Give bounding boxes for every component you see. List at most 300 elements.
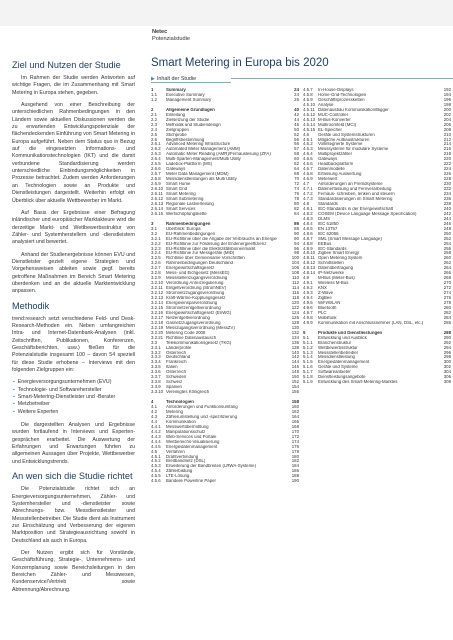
- toc-number: 2.6: [151, 136, 158, 142]
- toc-number: 4.3: [151, 413, 158, 419]
- toc-title: Zigbee Smart Energy: [318, 251, 360, 256]
- toc-title: Produkte und Dienstleistungen: [318, 330, 383, 335]
- toc-title: Deutschland: [166, 355, 191, 360]
- toc-title: EEBus: [318, 241, 332, 246]
- toc-number: 3.3.1: [151, 344, 161, 350]
- toc-title: Energiewirtschaftsgesetz (EnWG): [166, 310, 232, 315]
- toc-page: 172: [291, 433, 299, 439]
- toc-number: 3.2.20: [151, 329, 164, 335]
- toc-page: 204: [443, 116, 451, 122]
- toc-number: 4.8.6: [303, 230, 313, 236]
- toc-entry: [151, 212, 299, 217]
- toc-number: 4.8.10: [303, 250, 316, 256]
- toc-number: 4.8.13: [303, 265, 316, 271]
- toc-page: 270: [443, 280, 451, 286]
- toc-title: Gateways: [318, 157, 338, 162]
- toc-page: 220: [443, 156, 451, 162]
- toc-title: Smart Services: [166, 206, 196, 211]
- toc-title: Z-Wave: [318, 291, 334, 296]
- paragraph: Ausgehend von einer Beschreibung der unterschiedlichen Rahmenbedingungen in den Ländern sowie aktuellen Diskussionen werden die zu erwartenden Entwicklungspotenziale der flächendeckenden Einführung von Smart Metering in Europa aufgeführt. Neben dem Status quo in Bezug auf die eingesetzten Informations- und Kommunikationstechnologien (IKT) und die damit verbundene Standardisierung werden unterschiedliche Einbindungsmöglichkeiten in Prozesse betrachtet. Zudem werden Anforderungen an Technologien sowie an Produkte und Dienstleistungen dargestellt. Weiterhin erfolgt ein Überblick über aktuelle Wettbewerber im Markt.: [12, 102, 135, 204]
- toc-page: 296: [443, 349, 451, 355]
- toc-title: WiFi/WLAN: [318, 300, 341, 305]
- toc-title: MUC-Controller: [318, 112, 349, 117]
- toc-number: 4.9.9: [303, 319, 313, 325]
- paragraph: Der Nutzen ergibt sich für Vorstände, Geschäftsführung, Strategie-, Unternehmens- und Konzernplanung sowie Bereichsleitungen in den Bereichen Zähler- und Messwesen, Kundenservice/Vertrieb sowie Abtrennung/Abrechnung.: [12, 549, 135, 593]
- toc-number: 4.2: [151, 408, 158, 414]
- toc-number: 2.6.2: [151, 146, 161, 152]
- toc-title: ZigBee: [318, 296, 332, 301]
- toc-title: Multi-Sparten-Management/Multi Utility: [166, 157, 241, 162]
- toc-page: 300: [443, 359, 451, 365]
- toc-number: 4.9.8: [303, 314, 313, 320]
- toc-page: 266: [443, 270, 451, 276]
- toc-number: 4.8.11: [303, 255, 315, 261]
- toc-number: 4.9.5: [303, 299, 313, 305]
- toc-number: 5.1.2: [303, 344, 313, 350]
- toc-number: 4.5.8: [303, 91, 313, 97]
- toc-number: 4.9.4: [303, 295, 313, 301]
- toc-number: 4.4.2: [151, 428, 161, 434]
- toc-title: Geräte und Systeme: [318, 365, 358, 370]
- toc-number: 4: [151, 399, 154, 405]
- toc-title: Rahmenbedingungen Deutschland: [166, 261, 233, 266]
- toc-number: 4.6.2: [303, 141, 313, 147]
- toc-page: 108: [291, 270, 299, 276]
- toc-title: EU-Richtlinie über die Angabe der Verbrauchs an Energie: [166, 236, 277, 241]
- toc-page: 196: [443, 96, 451, 102]
- toc-title: Energiedatenmanagement: [166, 444, 218, 449]
- toc-heading: [151, 76, 231, 83]
- toc-page: 208: [443, 126, 451, 132]
- toc-number: 3.3.4: [151, 359, 161, 365]
- toc-number: 4.9.7: [303, 309, 313, 315]
- toc-title: IEC-Standards in der Energiewirtschaft: [318, 206, 394, 211]
- toc-title: Anforderungen und Funktionsumfang: [166, 405, 238, 409]
- paragraph: Die Potenzialstudie richtet sich an Energieversorgungsunternehmen, Zähler- und Systemhersteller und -dienstleister sowie Abrechnungs- bzw. Messdienstleister und Messstellenbetreiber. Die Studie dient als Instrument zur Einschätzung und Verbesserung der eigenen Marktposition und Strategieausrichtung sowohl in Deutschland als auch in Europa.: [12, 486, 135, 544]
- toc-title: Energiewirtschaftsgesetz: [166, 266, 215, 271]
- toc-title: Wettbewerbsstruktur: [318, 345, 358, 350]
- toc-title: EU-Rahmenbedingungen: [166, 231, 216, 236]
- toc-title: Weitbereichs-Visualisierung: [166, 439, 220, 444]
- toc-title: Allgemeine Grundlagen: [166, 107, 215, 112]
- toc-page: 26: [294, 96, 299, 102]
- toc-title: Kraft-Wärme-Kopplungsgesetz: [166, 296, 226, 301]
- toc-number: 4.8.4: [303, 220, 313, 226]
- toc-number: 3.2: [151, 230, 158, 236]
- toc-title: Smart Submetering: [166, 196, 204, 201]
- toc-number: 4.8.3: [303, 215, 313, 221]
- toc-number: 4.8.1: [303, 205, 313, 211]
- toc-title: Erfassung Auswertung: [318, 172, 362, 177]
- toc-title: Mess- und Eichgesetz (MessEG): [166, 271, 230, 276]
- toc-title: Entgeltverordnung (StromNEV): [166, 286, 227, 291]
- toc-number: 4.4.3: [151, 433, 161, 439]
- toc-number: 3.2.9: [151, 275, 161, 281]
- toc-page: 216: [443, 146, 451, 152]
- toc-page: 274: [443, 290, 451, 296]
- toc-title: Messzugangsverordnung (MessZV): [166, 325, 235, 330]
- toc-page: 146: [291, 364, 299, 370]
- toc-number: 4.8.12: [303, 260, 316, 266]
- toc-page: 110: [292, 275, 299, 281]
- toc-title: In-House-Displays: [318, 88, 354, 92]
- toc-page: 228: [443, 176, 451, 182]
- toc-number: 4.8.9: [303, 245, 313, 251]
- toc-title: Mögliche Aufbaustrukturen: [318, 137, 370, 142]
- toc-number: 3.2.2: [151, 240, 161, 246]
- toc-page: 57: [294, 146, 299, 152]
- toc-number: 4.5.1: [151, 453, 161, 459]
- toc-title: Meterwert: [318, 177, 338, 182]
- toc-page: 84: [294, 210, 299, 216]
- toc-title: Zählerumstellung und -spezifizierung: [166, 414, 237, 419]
- toc-page: 304: [443, 369, 451, 375]
- toc-page: 166: [291, 418, 299, 424]
- toc-page: 50: [294, 126, 299, 132]
- toc-number: 3.3.7: [151, 374, 161, 380]
- toc-page: 240: [443, 205, 451, 211]
- toc-page: 144: [291, 359, 299, 365]
- toc-number: 3.2.3: [151, 245, 161, 251]
- list-item: ▪ Technologie- und Softwarehersteller: [21, 387, 135, 394]
- toc-page: 160: [291, 404, 299, 409]
- toc-page: 290: [443, 334, 451, 340]
- toc-number: 4.5.9: [303, 96, 313, 102]
- toc-title: Automatic Meter Reading (AMR)/Fernauslesung (ZFA): [166, 152, 271, 157]
- toc-title: Meter Data Management (MDM): [166, 172, 229, 177]
- toc-title: Ladebox-Plattform (MS): [166, 162, 213, 167]
- toc-number: 4.9: [303, 275, 310, 281]
- divider: [231, 78, 453, 79]
- toc-title: Kommunikation: [166, 419, 196, 424]
- toc-page: 236: [443, 195, 451, 201]
- toc-title: Multiprojektzähler: [318, 152, 353, 157]
- toc-title: Open Metering System: [318, 256, 363, 261]
- toc-number: 4.6.3: [303, 146, 313, 152]
- toc-number: 4.7.3: [303, 195, 313, 201]
- toc-page: 164: [291, 413, 299, 419]
- toc-number: 3.2.6: [151, 260, 161, 266]
- toc-page: 308: [443, 379, 451, 385]
- toc-title: Rahmenbedingungen: [166, 221, 211, 226]
- toc-page: 276: [443, 295, 451, 301]
- toc-page: 42: [294, 111, 299, 117]
- toc-title: Anforderungen an Fremdsysteme: [318, 182, 383, 187]
- toc-title: Regionale Lastverteilung: [166, 201, 214, 206]
- toc-number: 3.3.2: [151, 349, 161, 355]
- toc-number: 4.5.6: [151, 478, 161, 484]
- toc-number: 3.2.14: [151, 299, 164, 305]
- toc-title: Stichprobe: [166, 132, 187, 137]
- toc-title: M-Bus-Konverter: [318, 117, 351, 122]
- toc-page: 178: [291, 448, 299, 454]
- toc-number: 4.8.5: [303, 225, 313, 231]
- toc-page: 168: [291, 423, 299, 429]
- toc-page: 124: [291, 309, 299, 315]
- toc-number: 2.4: [151, 126, 158, 132]
- toc-page: 234: [443, 191, 451, 197]
- toc-title: Fernaus- schreiben, lenken und steuern: [318, 192, 395, 197]
- toc-number: 3.2.1: [151, 235, 161, 241]
- toc-page: 238: [443, 200, 451, 206]
- toc-page: 264: [443, 265, 451, 271]
- toc-number: 5.1.1: [303, 339, 313, 345]
- toc-page: 132: [291, 329, 299, 335]
- toc-page: 86: [294, 220, 299, 226]
- toc-title: EU-Richtlinie zur Förderung der Endenergieeffizienz: [166, 241, 267, 246]
- toc-title: Wertschöpfungskette: [166, 211, 207, 216]
- toc-page: 278: [443, 299, 451, 305]
- toc-page: 104: [291, 260, 299, 266]
- toc-title: Smart Home: [166, 182, 191, 187]
- toc-label: Inhalt der Studie: [156, 76, 197, 82]
- toc-page: 114: [292, 285, 299, 291]
- toc-number: 3.2.19: [151, 324, 164, 330]
- toc-number: 2: [151, 106, 154, 112]
- toc-number: 4.5.2: [151, 458, 161, 464]
- toc-number: 4.5.14: [303, 121, 316, 127]
- toc-title: Branchenstruktur: [318, 340, 352, 345]
- toc-page: 272: [443, 285, 451, 291]
- toc-title: Datenmodelle: [318, 167, 345, 172]
- toc-number: 4.5.13: [303, 116, 316, 122]
- toc-page: 246: [443, 220, 451, 226]
- toc-page: 44: [294, 116, 299, 122]
- toc-page: 214: [443, 141, 451, 147]
- toc-number: 2.6.10: [151, 186, 164, 192]
- toc-page: 298: [443, 354, 451, 360]
- toc-number: 4.5.7: [303, 87, 313, 92]
- toc-page: 136: [291, 339, 299, 345]
- toc-title: Energieeinsparverordnung: [166, 300, 218, 305]
- toc-page: 182: [291, 458, 299, 464]
- toc-title: Executive Summary: [166, 92, 205, 97]
- toc-page: 72: [294, 181, 299, 187]
- toc-title: Schweiz: [166, 380, 183, 385]
- brand-name: Netec: [152, 29, 168, 35]
- toc-page: 180: [291, 453, 299, 459]
- toc-page: 150: [291, 374, 299, 380]
- toc-page: 198: [443, 101, 451, 107]
- paragraph: trend:research setzt verschiedene Feld- und Desk-Research-Methoden ein. Neben umfangreichen Intra- und Internet-Datenbank-Analysen (inkl. Zeitschriften, Publikationen, Konferenzen, Geschäftsberichten, usw.) fließen für die Potenzialstudie insgesamt 100 – davon 54 speziell für diese Studie erhobene – Interviews mit den folgenden Zielgruppen ein:: [12, 315, 135, 374]
- toc-page: 248: [443, 225, 451, 231]
- toc-title: IEC 61850: [318, 221, 339, 226]
- toc-title: Datenerfassung und Fernverarbeitung: [318, 187, 392, 192]
- toc-number: 3.2.13: [151, 295, 164, 301]
- toc-number: 3.2.21: [151, 334, 164, 340]
- toc-title: Einleitung: [166, 112, 186, 117]
- toc-title: Schweden: [166, 375, 187, 380]
- toc-number: 2.6.6: [151, 166, 161, 172]
- toc-number: 2.2: [151, 116, 158, 122]
- toc-title: Geräte und Systemstrukturen: [318, 132, 375, 137]
- left-column: [12, 60, 135, 599]
- toc-number: 4.8.14: [303, 270, 316, 276]
- toc-title: IP-Netzwerke: [318, 271, 345, 276]
- toc-title: Mobilfunk: [318, 315, 337, 320]
- toc-number: 3.2.11: [151, 285, 163, 291]
- toc-page: 230: [443, 181, 451, 187]
- toc-number: 4.5.15: [303, 126, 316, 132]
- toc-title: Messstellenzugangsverordnung: [166, 276, 228, 281]
- toc-number: 5.1: [303, 334, 310, 340]
- toc-page: 52: [294, 131, 299, 137]
- toc-number: 4.5.10: [303, 101, 316, 107]
- toc-number: 4.5.4: [151, 468, 161, 474]
- toc-title: Messstellenbetreiber: [318, 350, 359, 355]
- toc-title: Gateways: [166, 167, 186, 172]
- toc-number: 2.6.13: [151, 200, 164, 206]
- toc-number: 4.5.12: [303, 111, 316, 117]
- toc-number: 4.5.3: [151, 463, 161, 469]
- toc-title: M-Bus (Meter-Bus): [318, 276, 355, 281]
- toc-title: Österreich: [166, 350, 187, 355]
- toc-number: 5.1.5: [303, 359, 313, 365]
- toc-title: Technologien: [166, 400, 194, 405]
- arrow-icon: ▶: [151, 76, 155, 82]
- toc-number: 4.6.8: [303, 171, 313, 177]
- toc-number: 2.6.11: [151, 191, 163, 197]
- toc-page: 212: [443, 136, 451, 142]
- paragraph: Die dargestellten Analysen und Ergebnisse wurden fortlaufend in Interviews und Experten-gesprächen erarbeitet. Die Auswertung der Erfahrungen und Erwartungen führten zu allgemeinen Aussagen über Projekte, Wettbewerber und Entwicklungstrends.: [12, 422, 135, 465]
- list-item: ▪ Energieversorgungsunternehmen (EVU): [21, 379, 135, 386]
- toc-page: 24: [294, 91, 299, 97]
- toc-number: 3.3.3: [151, 354, 161, 360]
- toc-title: EU-Richtlinie über die Elektrizitätsbinnenmarkt: [166, 246, 256, 251]
- toc-title: Datenausbau Kommunikation/Bigger: [318, 107, 389, 112]
- toc-page: 58: [294, 151, 299, 157]
- toc-number: 4.9.3: [303, 290, 313, 296]
- toc-title: Messsysteme für modulare Systeme: [318, 147, 389, 152]
- toc-page: 122: [291, 304, 299, 310]
- toc-page: 218: [443, 151, 451, 157]
- toc-number: 2.6.8: [151, 176, 161, 182]
- toc-title: DLMS: [318, 216, 331, 221]
- toc-page: 206: [443, 121, 451, 127]
- toc-page: 282: [443, 309, 451, 315]
- toc-page: 184: [291, 463, 299, 469]
- section-heading-goal: Ziel und Nutzen der Studie: [12, 60, 121, 70]
- toc-page: 242: [443, 210, 451, 216]
- paragraph: Auf Basis der Ergebnisse einer Befragung inländischer und europäischer Marktakteure wird die derzeitige Markt- und Wettbewerbsstruktur von Zähler- und Systemherstellern und -dienstleistern analysiert und bewertet.: [12, 209, 135, 246]
- toc-page: 284: [443, 314, 451, 320]
- toc-page: 130: [291, 324, 299, 330]
- toc-title: Stromnetzentgeltverordnung: [166, 305, 221, 310]
- toc-number: 2.6.7: [151, 171, 161, 177]
- toc-number: 5.1.4: [303, 354, 313, 360]
- toc-title: Automated Meter Management (AMM): [166, 147, 241, 152]
- toc-number: 5.1.6: [303, 364, 313, 370]
- toc-page: 60: [294, 156, 299, 162]
- target-group-list: [12, 379, 135, 416]
- toc-number: 3.2.7: [151, 265, 161, 271]
- toc-page: 188: [291, 473, 299, 479]
- toc-title: Messdienstleistungen als Multi Utility: [166, 177, 237, 182]
- toc-number: 3.3: [151, 339, 158, 345]
- toc-title: Datenübertragung: [318, 266, 354, 271]
- toc-number: 5.1.8: [303, 374, 313, 380]
- toc-page: 286: [443, 319, 451, 325]
- toc-title: IEC-Standards: [318, 246, 347, 251]
- brand-subtitle: Potenzialstudie: [152, 36, 190, 42]
- toc-number: 3.2.17: [151, 314, 164, 320]
- toc-title: Manipulationsschutz: [166, 429, 206, 434]
- toc-number: 5.1.3: [303, 349, 313, 355]
- toc-column-2: [303, 88, 451, 385]
- toc-entry: [151, 98, 299, 103]
- toc-page: 24: [294, 87, 299, 92]
- toc-page: 226: [443, 171, 451, 177]
- toc-number: 4.6.1: [303, 136, 313, 142]
- toc-number: 3.2.8: [151, 270, 161, 276]
- toc-title: IEC 62056: [318, 231, 339, 236]
- toc-number: 4.1: [151, 404, 158, 409]
- toc-page: 244: [443, 215, 451, 221]
- toc-page: 190: [291, 478, 299, 484]
- toc-title: Verfahren: [166, 449, 185, 454]
- toc-page: 70: [294, 176, 299, 182]
- toc-title: Schnittstellen: [318, 261, 344, 266]
- toc-number: 4.6.4: [303, 151, 313, 157]
- toc-number: 2.5: [151, 131, 158, 137]
- toc-number: 4.8.7: [303, 235, 313, 241]
- toc-number: 4.4: [151, 418, 158, 424]
- toc-entry: [303, 321, 451, 326]
- toc-page: 138: [291, 344, 299, 350]
- toc-title: Begriffsbestimmung: [166, 137, 205, 142]
- toc-title: Zielsetzung der Studie: [166, 117, 210, 122]
- toc-title: Messwertübermittlung: [166, 424, 209, 429]
- toc-title: Spanien: [166, 385, 182, 390]
- toc-title: Länderprofile: [166, 345, 192, 350]
- toc-number: 3.2.10: [151, 280, 164, 286]
- brand-block: [152, 29, 190, 43]
- toc-page: 280: [443, 304, 451, 310]
- toc-page: 94: [294, 240, 299, 246]
- toc-page: 152: [291, 379, 299, 385]
- toc-page: 62: [294, 161, 299, 167]
- toc-number: 3.3.9: [151, 384, 161, 390]
- section-heading-method: Methodik: [12, 300, 50, 311]
- toc-number: 2.6.4: [151, 156, 161, 162]
- toc-title: Breitbandnetz (DSL): [166, 459, 206, 464]
- toc-number: 4.6.9: [303, 176, 313, 182]
- toc-title: Gasnetzzugangsverordnung: [166, 320, 221, 325]
- toc-title: EU-Richtlinie zur Messgeräte (MID): [166, 251, 235, 256]
- toc-page: 262: [443, 260, 451, 266]
- toc-title: Entwicklung und Ausblick: [318, 335, 367, 340]
- toc-page: 148: [291, 369, 299, 375]
- toc-title: Multiroomfeld (MCI): [318, 122, 357, 127]
- toc-number: 3.2.15: [151, 304, 164, 310]
- toc-page: 118: [292, 295, 299, 301]
- toc-page: 268: [443, 275, 451, 281]
- toc-title: Entwicklung des Smart-Metering-Marktes: [318, 380, 398, 385]
- toc-title: Erweiterung der Bandbreiten (LRWA-Systeme): [166, 464, 257, 469]
- toc-page: 78: [294, 195, 299, 201]
- toc-number: 4.7.1: [303, 186, 313, 192]
- toc-number: 4.6.7: [303, 166, 313, 172]
- toc-number: 1.1: [151, 91, 158, 97]
- toc-number: 3.3.6: [151, 369, 161, 375]
- toc-column-1: [151, 88, 299, 484]
- toc-title: KNX: [318, 286, 327, 291]
- toc-page: 256: [443, 245, 451, 251]
- toc-page: 252: [443, 235, 451, 241]
- toc-page: 96: [294, 245, 299, 251]
- toc-page: 100: [291, 255, 299, 261]
- toc-number: 4.4.5: [151, 443, 161, 449]
